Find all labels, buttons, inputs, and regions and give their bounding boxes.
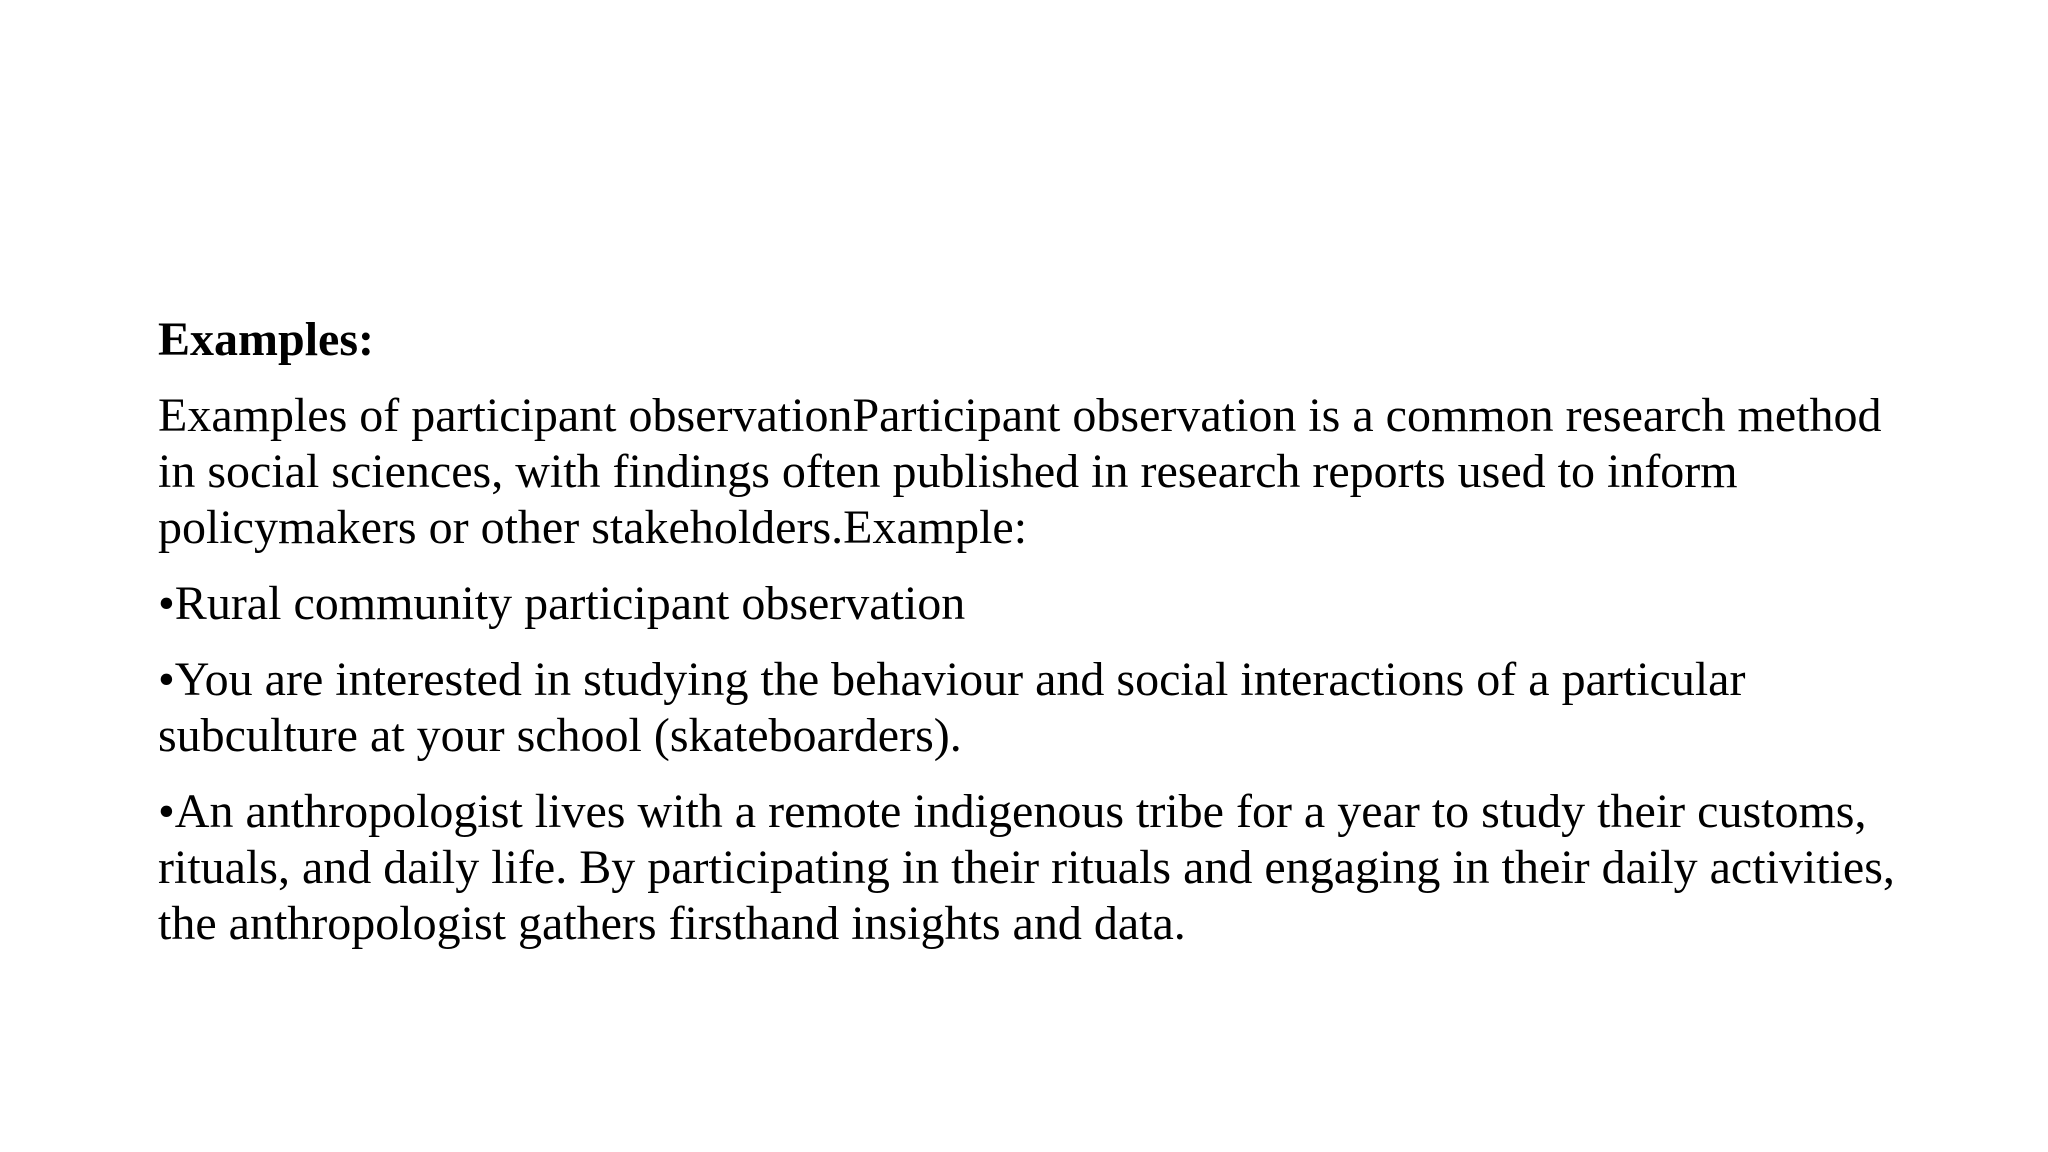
slide-heading: Examples: xyxy=(158,313,374,366)
bullet-item-anthropologist: •An anthropologist lives with a remote indigenous tribe for a year to study their customs, rituals, and daily life. By participating in their rituals and engaging in their daily activities, the anthropologist gathers firsthand insights and data. xyxy=(158,785,1895,950)
bullet-item-skateboarders: •You are interested in studying the behaviour and social interactions of a particular subculture at your school (skateboarders). xyxy=(158,653,1746,762)
slide-content xyxy=(158,312,1918,972)
intro-paragraph: Examples of participant observationParticipant observation is a common research method in social sciences, with findings often published in research reports used to inform policymakers or other stakeholders.Example: xyxy=(158,389,1882,554)
bullet-item-rural: •Rural community participant observation xyxy=(158,577,966,630)
